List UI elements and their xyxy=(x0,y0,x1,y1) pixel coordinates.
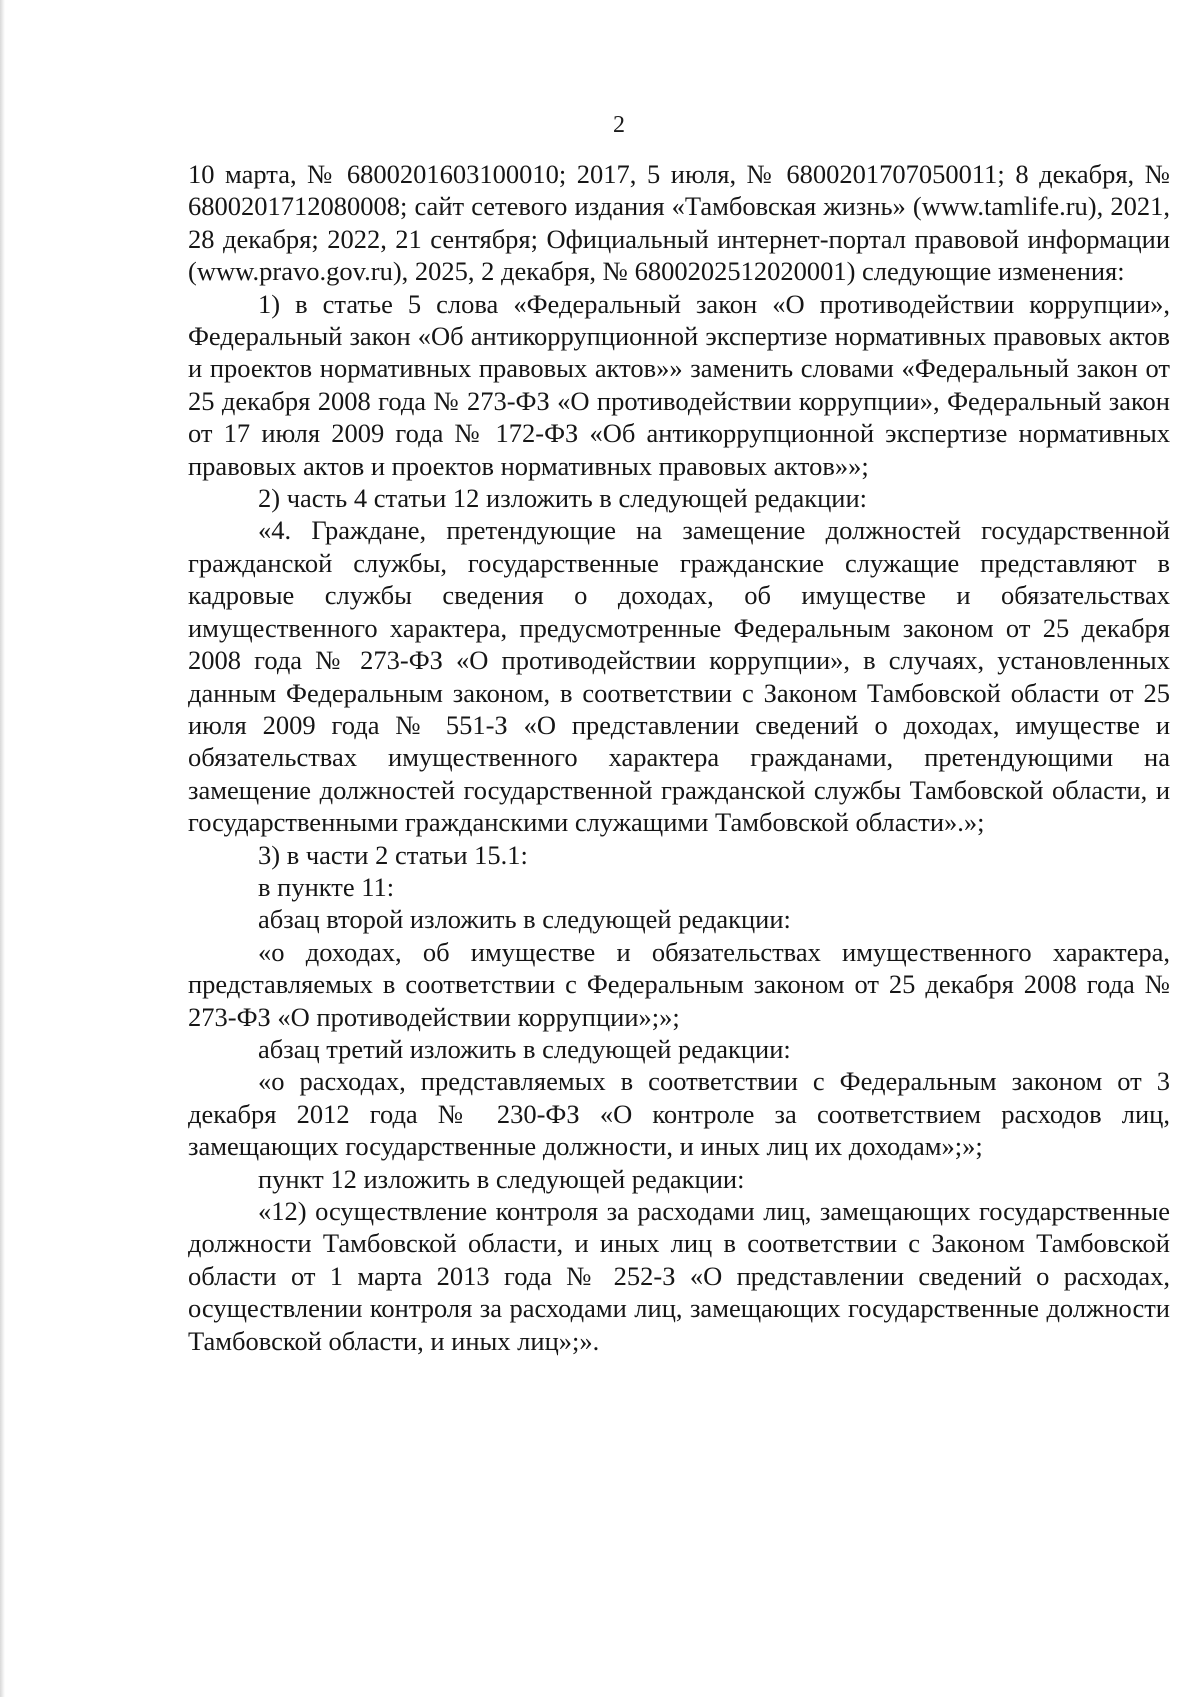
paragraph-10: «о расходах, представляемых в соответствии с Федеральным законом от 3 декабря 2012 года № 230-ФЗ «О контроле за соответствием расходов лиц, замещающих государственные должности, и иных лиц их доходам»;»; xyxy=(188,1066,1170,1162)
paragraph-8: «о доходах, об имуществе и обязательствах имущественного характера, представляемых в соответствии с Федеральным законом от 25 декабря 2008 года № 273-ФЗ «О противодействии коррупции»;»; xyxy=(188,936,1170,1032)
page-number: 2 xyxy=(613,112,625,138)
paragraph-6: в пункте 11: xyxy=(258,871,395,902)
document-body xyxy=(188,158,1170,1357)
paragraph-4: «4. Граждане, претендующие на замещение должностей государственной гражданской службы, государственные гражданские служащие представляют в кадровые службы сведения о доходах, об имуществе и обязательствах имущественного характера, предусмотренные Федеральным законом от 25 декабря 2008 года № 273-ФЗ «О противодействии коррупции», в случаях, установленных данным Федеральным законом, в соответствии с Законом Тамбовской области от 25 июля 2009 года № 551-З «О представлении сведений о доходах, имуществе и обязательствах имущественного характера гражданами, претендующими на замещение должностей государственной гражданской службы Тамбовской области, и государственными гражданскими служащими Тамбовской области».»; xyxy=(188,515,1170,838)
paragraph-12: «12) осуществление контроля за расходами лиц, замещающих государственные должности Тамбовской области, и иных лиц в соответствии с Законом Тамбовской области от 1 марта 2013 года № 252-З «О представлении сведений о расходах, осуществлении контроля за расходами лиц, замещающих государственные должности Тамбовской области, и иных лиц»;». xyxy=(188,1196,1170,1356)
paragraph-11: пункт 12 изложить в следующей редакции: xyxy=(258,1163,745,1194)
paragraph-3: 2) часть 4 статьи 12 изложить в следующей редакции: xyxy=(258,483,868,514)
paragraph-9: абзац третий изложить в следующей редакции: xyxy=(258,1033,791,1064)
paragraph-7: абзац второй изложить в следующей редакции: xyxy=(258,904,791,935)
paragraph-1: 10 марта, № 6800201603100010; 2017, 5 июля, № 6800201707050011; 8 декабря, № 6800201712080008; сайт сетевого издания «Тамбовская жизнь» (www.tamlife.ru), 2021, 28 декабря; 2022, 21 сентября; Официальный интернет-портал правовой информации (www.pravo.gov.ru), 2025, 2 декабря, № 6800202512020001) следующие изменения: xyxy=(188,159,1170,287)
paragraph-2: 1) в статье 5 слова «Федеральный закон «О противодействии коррупции», Федеральный закон «Об антикоррупционной экспертизе нормативных правовых актов и проектов нормативных правовых актов»» заменить словами «Федеральный закон от 25 декабря 2008 года № 273-ФЗ «О противодействии коррупции», Федеральный закон от 17 июля 2009 года № 172-ФЗ «Об антикоррупционной экспертизе нормативных правовых актов и проектов нормативных правовых актов»»; xyxy=(188,288,1170,481)
paragraph-5: 3) в части 2 статьи 15.1: xyxy=(258,839,528,870)
scan-edge xyxy=(0,0,5,1697)
